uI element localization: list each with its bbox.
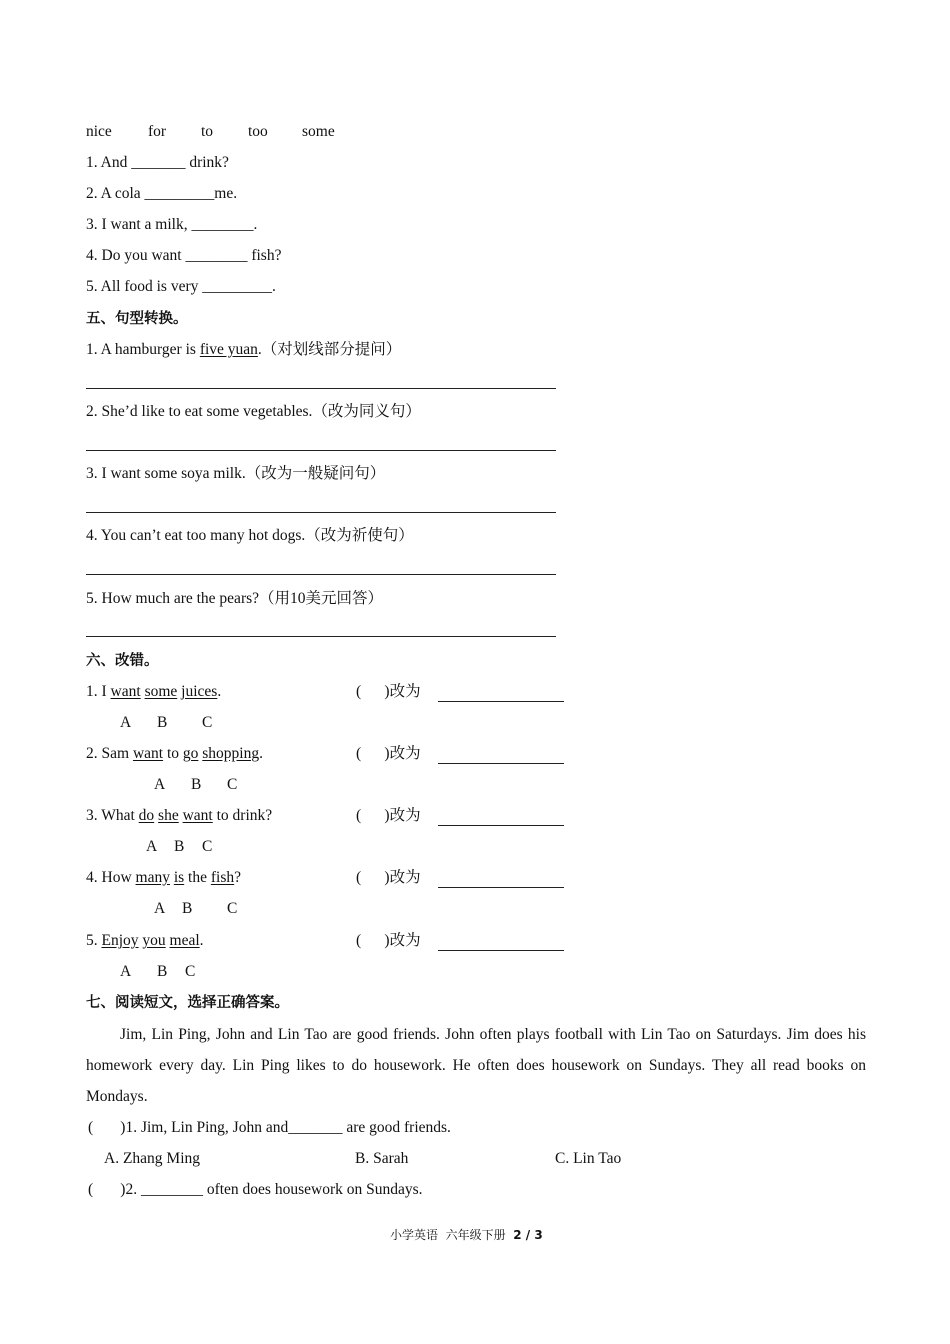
answer-paren[interactable]: ( )改为: [356, 745, 421, 762]
option-c-word: shopping: [202, 745, 260, 762]
fill-blank-question: 3. I want a milk, ________.: [86, 216, 258, 233]
answer-line[interactable]: [86, 512, 556, 513]
word-bank-item: to: [201, 123, 214, 140]
answer-line[interactable]: [86, 574, 556, 575]
option-letter: A: [146, 838, 158, 855]
option-b[interactable]: B. Sarah: [355, 1150, 409, 1167]
option-letter: C: [227, 900, 238, 917]
question-text: 4. How: [86, 869, 136, 886]
option-letter: B: [174, 838, 185, 855]
option-b-word: you: [142, 932, 166, 949]
option-b-word: go: [182, 745, 199, 762]
reading-question-2: ( )2. ________ often does housework on Sundays.: [88, 1181, 423, 1198]
fill-blank-question: 4. Do you want ________ fish?: [86, 247, 282, 264]
reading-passage: Jim, Lin Ping, John and Lin Tao are good friends. John often plays football with Lin Tao on Saturdays. Jim does his homework every day. Lin Ping likes to do housework. He often does housework on Sundays. They all read books on Mondays.: [86, 1026, 866, 1105]
option-a-word: many: [135, 869, 170, 886]
option-c-word: fish: [210, 869, 235, 886]
option-b-word: is: [173, 869, 185, 886]
option-letter: B: [182, 900, 193, 917]
option-c-word: want: [182, 807, 213, 824]
question-text: to: [163, 745, 183, 762]
answer-paren[interactable]: ( )改为: [356, 807, 421, 824]
question-text: ?: [234, 869, 241, 886]
correction-question-4: [86, 868, 241, 888]
fill-blank-question: 2. A cola _________me.: [86, 185, 238, 202]
question-text: the: [184, 869, 211, 886]
option-a-word: do: [138, 807, 155, 824]
option-c-word: meal: [169, 932, 200, 949]
question-text: 1. A hamburger is: [86, 341, 200, 358]
section-heading: 五、句型转换。: [86, 311, 188, 327]
answer-paren[interactable]: ( )改为: [356, 932, 421, 949]
section-heading: 七、阅读短文，选择正确答案。: [86, 995, 289, 1011]
question-text: .: [217, 683, 222, 700]
word-bank-item: too: [248, 123, 268, 140]
question-text: 3. What: [86, 807, 139, 824]
word-bank-item: for: [148, 123, 167, 140]
page-number: 2 / 3: [513, 1228, 543, 1242]
footer-text: 小学英语 六年级下册: [390, 1228, 514, 1242]
transform-question-3: 3. I want some soya milk.（改为一般疑问句）: [86, 465, 386, 482]
option-a-word: want: [132, 745, 164, 762]
question-text: .（对划线部分提问）: [257, 341, 402, 358]
question-text: to drink?: [212, 807, 273, 824]
section-heading: 六、改错。: [86, 653, 159, 669]
option-letter: A: [120, 714, 132, 731]
option-letter: B: [157, 714, 168, 731]
word-bank-item: some: [302, 123, 335, 140]
fill-blank-question: 1. And _______ drink?: [86, 154, 229, 171]
reading-question-1: ( )1. Jim, Lin Ping, John and_______ are good friends.: [88, 1119, 451, 1136]
option-letter: C: [202, 838, 213, 855]
correction-question-3: [86, 806, 272, 826]
option-letter: A: [154, 776, 166, 793]
transform-question-2: 2. She’d like to eat some vegetables.（改为同义句）: [86, 403, 421, 420]
option-a[interactable]: A. Zhang Ming: [104, 1150, 201, 1167]
option-letter: A: [120, 963, 132, 980]
option-letter: A: [154, 900, 166, 917]
question-text: .: [199, 932, 204, 949]
correction-question-1: [86, 682, 221, 702]
correction-answer-line[interactable]: [438, 684, 564, 702]
question-text: 1. I: [86, 683, 111, 700]
page-footer: [390, 1226, 543, 1243]
question-text: 5.: [86, 932, 102, 949]
option-c-word: juices: [181, 683, 218, 700]
option-a-word: Enjoy: [101, 932, 139, 949]
transform-question-4: 4. You can’t eat too many hot dogs.（改为祈使句）: [86, 527, 414, 544]
answer-paren[interactable]: ( )改为: [356, 683, 421, 700]
transform-question-1: [86, 340, 401, 360]
correction-question-2: [86, 744, 263, 764]
question-text: 2. Sam: [86, 745, 133, 762]
option-c[interactable]: C. Lin Tao: [555, 1150, 622, 1167]
transform-question-5: 5. How much are the pears?（用10美元回答）: [86, 590, 384, 607]
answer-line[interactable]: [86, 636, 556, 637]
answer-line[interactable]: [86, 450, 556, 451]
option-a-word: want: [110, 683, 141, 700]
correction-answer-line[interactable]: [438, 808, 564, 826]
correction-question-5: [86, 931, 204, 951]
answer-line[interactable]: [86, 388, 556, 389]
option-letter: C: [185, 963, 196, 980]
option-b-word: she: [158, 807, 179, 824]
answer-paren[interactable]: ( )改为: [356, 869, 421, 886]
option-letter: B: [191, 776, 202, 793]
correction-answer-line[interactable]: [438, 746, 564, 764]
underlined-phrase: five yuan: [199, 341, 258, 358]
fill-blank-question: 5. All food is very _________.: [86, 278, 276, 295]
correction-answer-line[interactable]: [438, 870, 564, 888]
question-text: .: [259, 745, 263, 762]
option-letter: C: [227, 776, 238, 793]
option-letter: B: [157, 963, 168, 980]
correction-answer-line[interactable]: [438, 933, 564, 951]
option-letter: C: [202, 714, 213, 731]
option-b-word: some: [144, 683, 178, 700]
word-bank-item: nice: [86, 123, 112, 140]
